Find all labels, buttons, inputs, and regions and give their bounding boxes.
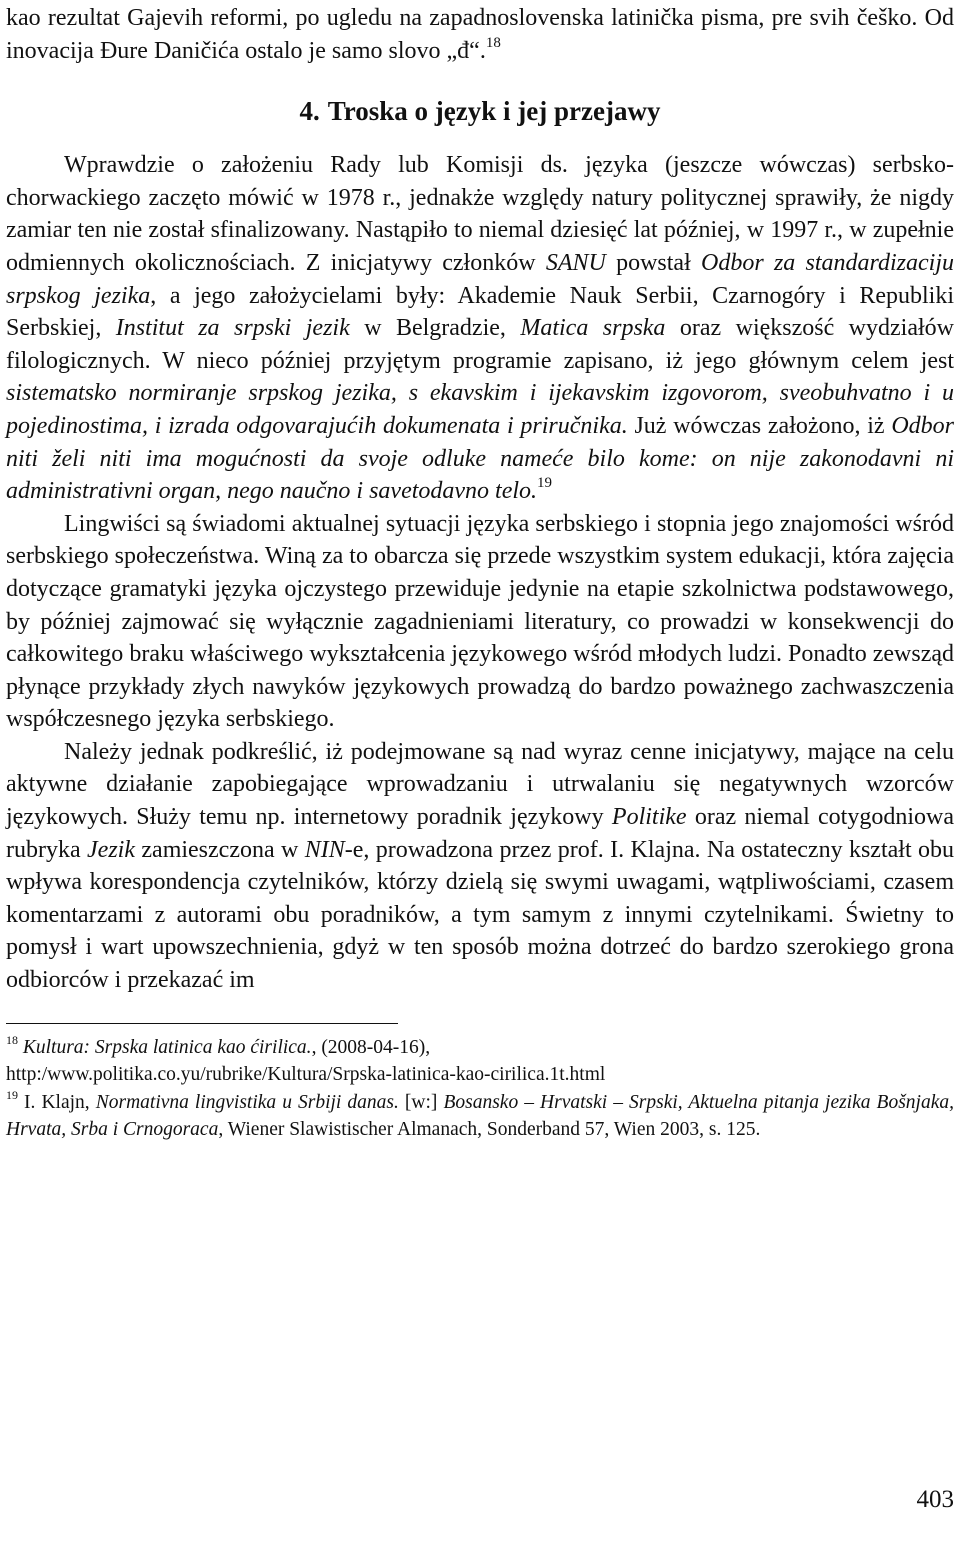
footnote-ref-18[interactable]: 18 bbox=[485, 34, 501, 51]
italic-run: Politike bbox=[611, 804, 687, 831]
italic-run: Normativna lingvistika u Srbiji danas. bbox=[95, 1091, 399, 1113]
text-run: I. Klajn, bbox=[18, 1091, 96, 1113]
section-heading bbox=[6, 95, 954, 127]
italic-run: Matica srpska bbox=[520, 315, 666, 342]
text-run: w Belgradzie, bbox=[349, 315, 521, 342]
text-run: oraz większość wydziałów filologicznych. W nieco później przyjętym programie zapisano, iż jego głównym celem jest bbox=[6, 315, 954, 374]
italic-run: Bosansko – Hrvatski – Srpski, Aktuelna pitanja jezika Bošnjaka, Hrvata, Srba i Crnogoraca bbox=[6, 1091, 954, 1141]
footnote-19 bbox=[6, 1089, 954, 1144]
intro-paragraph bbox=[6, 0, 954, 67]
intro-text: kao rezultat Gajevih reformi, po ugledu na zapadnoslovenska latinička pisma, pre svih češko. Od inovacija Đure Daničića ostalo je samo slovo „đ“. bbox=[6, 5, 954, 64]
footnote-number: 19 bbox=[6, 1088, 18, 1103]
footnote-18 bbox=[6, 1034, 954, 1089]
italic-run: Kultura: Srpska latinica kao ćirilica. bbox=[22, 1036, 312, 1058]
paragraph-1 bbox=[6, 149, 954, 508]
text-run: powstał bbox=[605, 249, 702, 276]
paragraph-3 bbox=[6, 736, 954, 997]
text-run: Należy jednak podkreślić, iż podejmowane są nad wyraz cenne inicjatywy, mające na celu aktywne działanie zapobiegające wprowadzaniu i utrwalaniu się negatywnych wzorców językowych. Służy temu np. internetowy poradnik językowy bbox=[6, 738, 954, 831]
footnote-ref-19[interactable]: 19 bbox=[537, 475, 553, 492]
italic-run: sistematsko normiranje srpskog jezika, s ekavskim i ijekavskim izgovorom, sveobuhvatno i u pojedinostima, i izrada odgovarajućih dokumenata i priručnika. bbox=[6, 380, 954, 439]
italic-run: Institut za srpski jezik bbox=[115, 315, 350, 342]
section-title: Troska o język i jej przejawy bbox=[327, 96, 661, 127]
text-run: Już wówczas założono, iż bbox=[627, 412, 892, 439]
footnote-url[interactable]: http:/www.politika.co.yu/rubrike/Kultura/Srpska-latinica-kao-cirilica.1t.html bbox=[6, 1064, 606, 1086]
text-run: , Wiener Slawistischer Almanach, Sonderband 57, Wien 2003, s. 125. bbox=[218, 1119, 761, 1141]
italic-run: Jezik bbox=[87, 836, 135, 863]
text-run: Lingwiści są świadomi aktualnej sytuacji języka serbskiego i stopnia jego znajomości wśród serbskiego społeczeństwa. Winą za to obarcza się przede wszystkim system edukacji, która zajęcia dotyczące gramatyki języka ojczystego przewiduje jedynie na etapie szkolnictwa podstawowego, by później zajmować się wyłącznie zagadnieniami literatury, co prowadzi w konsekwencji do całkowitego braku właściwego wykształcenia językowego wśród młodych ludzi. Ponadto zewsząd płynące przykłady złych nawyków językowych prowadzą do bardzo poważnego zachwaszczenia współczesnego języka serbskiego. bbox=[6, 510, 954, 733]
text-run: , (2008-04-16), bbox=[311, 1036, 431, 1058]
italic-run: Odbor za standardizaciju srpskog jezika bbox=[6, 249, 954, 309]
italic-run: NIN bbox=[304, 836, 345, 863]
footnote-separator bbox=[6, 1023, 398, 1024]
page-number: 403 bbox=[916, 1486, 954, 1513]
text-run: oraz niemal cotygodniowa rubryka bbox=[6, 804, 954, 863]
section-number: 4. bbox=[299, 96, 320, 127]
text-run: , a jego założycielami były: Akademie Nauk Serbii, Czarnogóry i Republiki Serbskiej, bbox=[6, 282, 954, 342]
footnote-number: 18 bbox=[6, 1033, 18, 1048]
italic-run: SANU bbox=[545, 249, 606, 276]
paragraph-2 bbox=[6, 508, 954, 736]
page bbox=[6, 0, 954, 1144]
italic-run: Odbor niti želi niti ima mogućnosti da svoje odluke nameće bilo kome: on nije zakonodavni ni administrativni organ, nego naučno i savetodavno telo. bbox=[6, 412, 954, 505]
text-run: [w:] bbox=[398, 1091, 444, 1113]
text-run: -e, prowadzona przez prof. I. Klajna. Na ostateczny kształt obu wpływa korespondencja czytelników, którzy dzielą się swymi uwagami, wątpliwościami, czasem komentarzami z autorami obu poradników, a tym samym z innymi czytelnikami. Świetny to pomysł i wart upowszechnienia, gdyż w ten sposób można dotrzeć do bardzo szerokiego grona odbiorców i przekazać im bbox=[6, 836, 955, 994]
text-run: Wprawdzie o założeniu Rady lub Komisji ds. języka (jeszcze wówczas) serbsko-chorwackiego zaczęto mówić w 1978 r., jednakże względy natury politycznej sprawiły, że nigdy zamiar ten nie został sfinalizowany. Nastąpiło to niemal dziesięć lat później, w 1997 r., w zupełnie odmiennych okolicznościach. Z inicjatywy członków bbox=[6, 152, 954, 276]
text-run: zamieszczona w bbox=[135, 836, 305, 863]
